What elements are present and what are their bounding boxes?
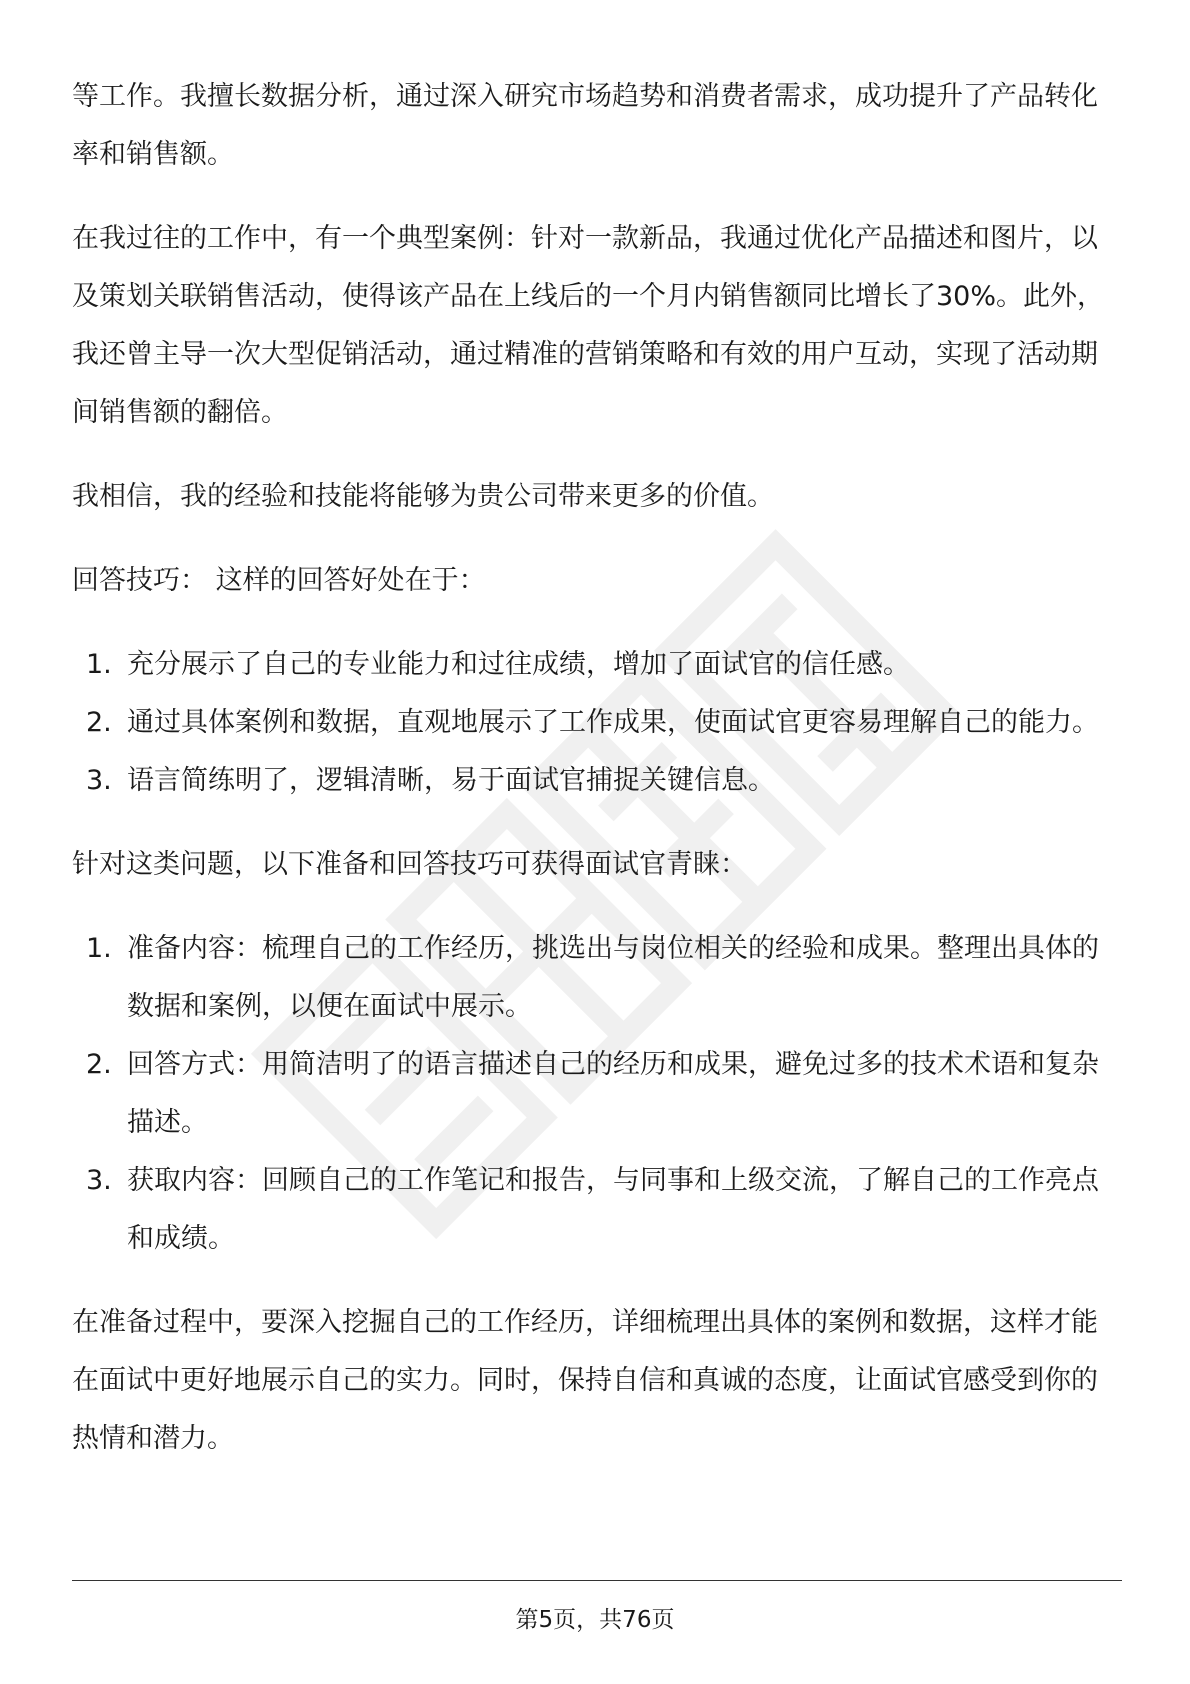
document-body — [72, 68, 1122, 1494]
list-item-text: 准备内容：梳理自己的工作经历，挑选出与岗位相关的经验和成果。整理出具体的数据和案例，以便在面试中展示。 — [127, 933, 1099, 1022]
list-number: 1. — [86, 649, 112, 680]
list-item-text: 充分展示了自己的专业能力和过往成绩，增加了面试官的信任感。 — [127, 649, 910, 680]
list-item-text: 通过具体案例和数据，直观地展示了工作成果，使面试官更容易理解自己的能力。 — [127, 707, 1099, 738]
list-item — [72, 1036, 1122, 1152]
list-item — [72, 636, 1122, 694]
paragraph-conclusion: 在准备过程中，要深入挖掘自己的工作经历，详细梳理出具体的案例和数据，这样才能在面试中更好地展示自己的实力。同时，保持自信和真诚的态度，让面试官感受到你的热情和潜力。 — [72, 1307, 1098, 1454]
list-item — [72, 920, 1122, 1036]
page-number: 第5页，共76页 — [515, 1607, 675, 1633]
list-item — [72, 694, 1122, 752]
list-number: 1. — [86, 933, 112, 964]
list-number: 3. — [86, 765, 112, 796]
list-item — [72, 1152, 1122, 1268]
list-number: 3. — [86, 1165, 112, 1196]
list-number: 2. — [86, 707, 112, 738]
paragraph-intro: 等工作。我擅长数据分析，通过深入研究市场趋势和消费者需求，成功提升了产品转化率和销售额。 — [72, 81, 1098, 170]
list-item-text: 获取内容：回顾自己的工作笔记和报告，与同事和上级交流，了解自己的工作亮点和成绩。 — [127, 1165, 1099, 1254]
paragraph-case-study: 在我过往的工作中，有一个典型案例：针对一款新品，我通过优化产品描述和图片，以及策划关联销售活动，使得该产品在上线后的一个月内销售额同比增长了30%。此外，我还曾主导一次大型促销活动，通过精准的营销策略和有效的用户互动，实现了活动期间销售额的翻倍。 — [72, 223, 1105, 428]
list-item-text: 回答方式：用简洁明了的语言描述自己的经历和成果，避免过多的技术术语和复杂描述。 — [127, 1049, 1099, 1138]
list-item-text: 语言简练明了，逻辑清晰，易于面试官捕捉关键信息。 — [127, 765, 775, 796]
benefits-list — [72, 636, 1122, 810]
list-number: 2. — [86, 1049, 112, 1080]
footer-divider — [72, 1580, 1122, 1581]
paragraph-tips-heading: 回答技巧： 这样的回答好处在于： — [72, 565, 486, 596]
paragraph-preparation-heading: 针对这类问题，以下准备和回答技巧可获得面试官青睐： — [72, 849, 747, 880]
preparation-list — [72, 920, 1122, 1268]
paragraph-value: 我相信，我的经验和技能将能够为贵公司带来更多的价值。 — [72, 481, 774, 512]
list-item — [72, 752, 1122, 810]
